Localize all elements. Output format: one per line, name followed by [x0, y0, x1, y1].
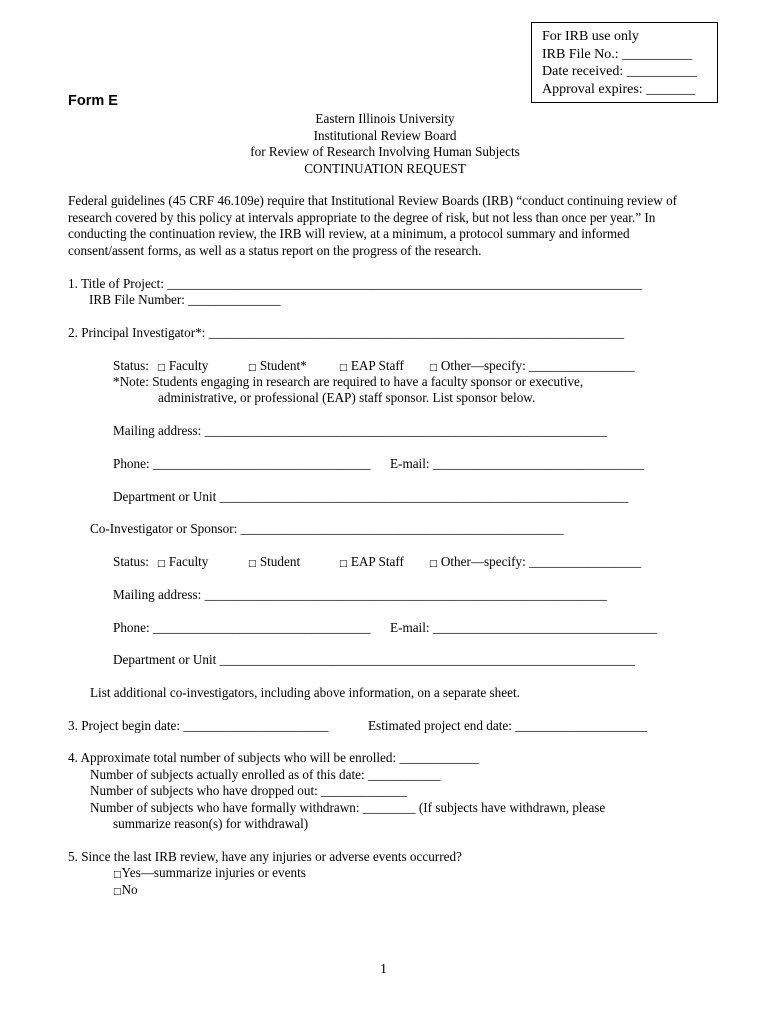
co-status-faculty-option[interactable] [157, 554, 208, 572]
option-label: Faculty [168, 554, 209, 569]
student-note-line1: *Note: Students engaging in research are required to have a faculty sponsor or executive, [113, 374, 584, 389]
board-purpose: for Review of Research Involving Human Subjects [250, 144, 520, 160]
irb-box-title: For IRB use only [542, 29, 639, 44]
university-name: Eastern Illinois University [315, 111, 455, 126]
board-name: Institutional Review Board [313, 127, 457, 143]
pi-phone-field[interactable]: Phone: _________________________________ [113, 456, 371, 471]
checkbox-icon[interactable]: □ [339, 363, 348, 373]
co-status-student-option[interactable] [248, 554, 300, 572]
project-end-date-field[interactable]: Estimated project end date: ____________________ [368, 718, 648, 733]
withdrawn-subjects-field[interactable]: Number of subjects who have formally withdrawn: ________ (If subjects have withdrawn, please [90, 800, 606, 815]
approval-expires-field: Approval expires: _______ [542, 81, 696, 97]
intro-paragraph: Federal guidelines (45 CRF 46.109e) require that Institutional Review Boards (IRB) “conduct continuing review of research covered by this policy at intervals appropriate to the degree of risk, but not less than once per year.” In conducting the continuation review, the IRB will review, at a minimum, a protocol summary and informed consent/assent forms, as well as a status report on the progress of the research. [68, 193, 678, 258]
enrolled-subjects-field[interactable]: Number of subjects actually enrolled as of this date: ___________ [90, 767, 441, 782]
form-label: Form E [68, 93, 118, 109]
withdrawal-reason-note: summarize reason(s) for withdrawal) [113, 816, 309, 831]
co-phone-field[interactable]: Phone: _________________________________ [113, 620, 371, 635]
checkbox-icon[interactable]: □ [429, 559, 438, 569]
adverse-no-option[interactable] [113, 882, 138, 900]
option-label: Student [259, 554, 301, 569]
project-title-field[interactable]: 1. Title of Project: ________________________________________________________________________ [68, 276, 643, 291]
co-status-eap-option[interactable] [339, 554, 404, 572]
pi-mailing-address-field[interactable]: Mailing address: _____________________________________________________________ [113, 423, 607, 438]
checkbox-icon[interactable]: □ [429, 363, 438, 373]
checkbox-icon[interactable]: □ [248, 559, 257, 569]
document-header [0, 111, 770, 177]
option-label: Other—specify: _________________ [440, 554, 642, 569]
checkbox-icon[interactable]: □ [113, 870, 122, 880]
co-department-field[interactable]: Department or Unit _______________________________________________________________ [113, 652, 635, 667]
adverse-yes-option[interactable] [113, 865, 306, 883]
option-label: Faculty [168, 358, 209, 373]
option-label: Other—specify: ________________ [440, 358, 635, 373]
additional-investigators-note: List additional co-investigators, including above information, on a separate sheet. [90, 685, 520, 700]
irb-use-box [531, 22, 718, 103]
pi-email-field[interactable]: E-mail: ________________________________ [390, 456, 644, 471]
pi-department-field[interactable]: Department or Unit ______________________________________________________________ [113, 489, 629, 504]
co-mailing-address-field[interactable]: Mailing address: _____________________________________________________________ [113, 587, 607, 602]
checkbox-icon[interactable]: □ [157, 363, 166, 373]
option-label: Student* [259, 358, 307, 373]
irb-file-no-field: IRB File No.: __________ [542, 46, 693, 62]
page-number: 1 [380, 962, 387, 977]
option-label: EAP Staff [350, 358, 404, 373]
co-email-field[interactable]: E-mail: __________________________________ [390, 620, 658, 635]
principal-investigator-field[interactable]: 2. Principal Investigator*: _______________________________________________________________ [68, 325, 625, 340]
checkbox-icon[interactable]: □ [339, 559, 348, 569]
co-status-other-option[interactable] [429, 554, 641, 572]
total-subjects-field[interactable]: 4. Approximate total number of subjects who will be enrolled: ____________ [68, 750, 479, 765]
date-received-field: Date received: __________ [542, 64, 697, 80]
option-label: No [121, 882, 138, 897]
adverse-events-question: 5. Since the last IRB review, have any injuries or adverse events occurred? [68, 849, 462, 864]
dropped-subjects-field[interactable]: Number of subjects who have dropped out: _____________ [90, 783, 407, 798]
student-note-line2: administrative, or professional (EAP) staff sponsor. List sponsor below. [158, 390, 536, 405]
checkbox-icon[interactable]: □ [113, 887, 122, 897]
co-status-label: Status: [113, 554, 149, 569]
checkbox-icon[interactable]: □ [157, 559, 166, 569]
co-investigator-field[interactable]: Co-Investigator or Sponsor: _________________________________________________ [90, 521, 564, 536]
option-label: EAP Staff [350, 554, 404, 569]
checkbox-icon[interactable]: □ [248, 363, 257, 373]
pi-status-label: Status: [113, 358, 149, 373]
document-title: CONTINUATION REQUEST [304, 160, 466, 176]
option-label: Yes—summarize injuries or events [121, 865, 306, 880]
irb-file-number-field[interactable]: IRB File Number: ______________ [89, 292, 281, 307]
project-begin-date-field[interactable]: 3. Project begin date: ______________________ [68, 718, 329, 733]
